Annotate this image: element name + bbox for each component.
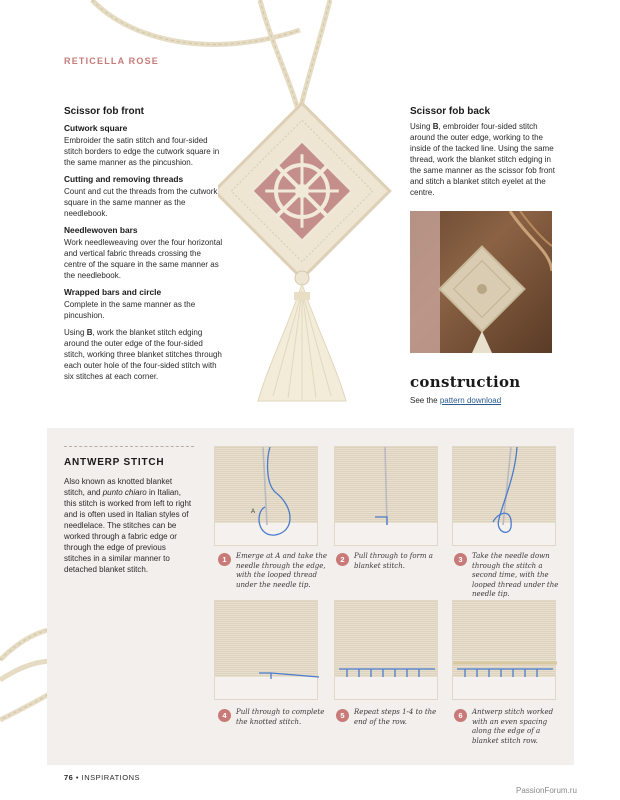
page-footer: 76 • INSPIRATIONS: [64, 773, 141, 782]
cutwork-heading: Cutwork square: [64, 123, 128, 133]
cutwork-text: Embroider the satin stitch and four-sided stitch borders to edge the cutwork square in the same manner as the pincushion.: [64, 136, 220, 167]
step-number: 2: [336, 553, 349, 566]
panel-divider: [64, 446, 194, 447]
step-number: 4: [218, 709, 231, 722]
step-4-image: [214, 600, 318, 700]
step-3-caption: 3 Take the needle down through the stitch a second time, with the looped thread under the needle tip.: [454, 552, 564, 600]
step-number: 6: [454, 709, 467, 722]
wrapped-text: Complete in the same manner as the pincushion.: [64, 300, 196, 320]
step-3-image: [452, 446, 556, 546]
scissor-fob-illustration: [218, 96, 408, 416]
step-1-image: [214, 446, 318, 546]
step-number: 5: [336, 709, 349, 722]
woven-heading: Needlewoven bars: [64, 225, 138, 235]
construction-section: [410, 373, 521, 405]
back-text: Using B, embroider four-sided stitch around the outer edge, working to the inside of the tacked line. Using the same thread, work the blanket stitch edging in the same manner as the scissor fob front and stitch a blanket stitch eyelet at the centre.: [410, 122, 555, 197]
using-b-text: Using B, work the blanket stitch edging around the outer edge of the four-sided stitch, working three blanket stitches through each outer hole of the four-sided stitch with six stitches at each corner.: [64, 328, 222, 381]
step-2-image: [334, 446, 438, 546]
scissor-fob-back-section: [410, 106, 560, 198]
step-6-caption: 6 Antwerp stitch worked with an even spacing along the edge of a blanket stitch row.: [454, 708, 564, 746]
page-number: 76: [64, 773, 74, 782]
cutting-heading: Cutting and removing threads: [64, 174, 184, 184]
step-5-caption: 5 Repeat steps 1-4 to the end of the row.: [336, 708, 446, 727]
construction-text: See the pattern download: [410, 396, 502, 405]
watermark: PassionForum.ru: [516, 786, 577, 795]
step-6-image: [452, 600, 556, 700]
section-label: RETICELLA ROSE: [64, 56, 159, 66]
step-number: 3: [454, 553, 467, 566]
front-title: Scissor fob front: [64, 106, 145, 117]
scissor-fob-back-photo: [410, 211, 552, 353]
step-5-image: [334, 600, 438, 700]
woven-text: Work needleweaving over the four horizontal and vertical fabric threads crossing the centre of the square in the same manner as the needlebook.: [64, 238, 223, 280]
construction-title: construction: [410, 373, 521, 391]
antwerp-text: Also known as knotted blanket stitch, and punto chiaro in Italian, this stitch is worked from left to right and is often used in Italian styles of needlelace. The stitches can be worked through a fabric edge or through the edge of previous stitches in a similar manner to detached blanket stitch.: [64, 477, 192, 574]
step-4-caption: 4 Pull through to complete the knotted stitch.: [218, 708, 328, 727]
step-number: 1: [218, 553, 231, 566]
step-1-caption: 1 Emerge at A and take the needle through the edge, with the looped thread under the needle tip.: [218, 552, 328, 590]
wrapped-heading: Wrapped bars and circle: [64, 287, 162, 297]
cutting-text: Count and cut the threads from the cutwork square in the same manner as the needlebook.: [64, 187, 218, 218]
step-2-caption: 2 Pull through to form a blanket stitch.: [336, 552, 446, 571]
point-a-label: A: [251, 509, 256, 515]
pattern-download-link[interactable]: pattern download: [439, 396, 502, 405]
footer-section: INSPIRATIONS: [81, 773, 141, 782]
antwerp-title: ANTWERP STITCH: [64, 457, 165, 468]
scissor-fob-front-section: [64, 106, 224, 382]
back-title: Scissor fob back: [410, 106, 491, 117]
